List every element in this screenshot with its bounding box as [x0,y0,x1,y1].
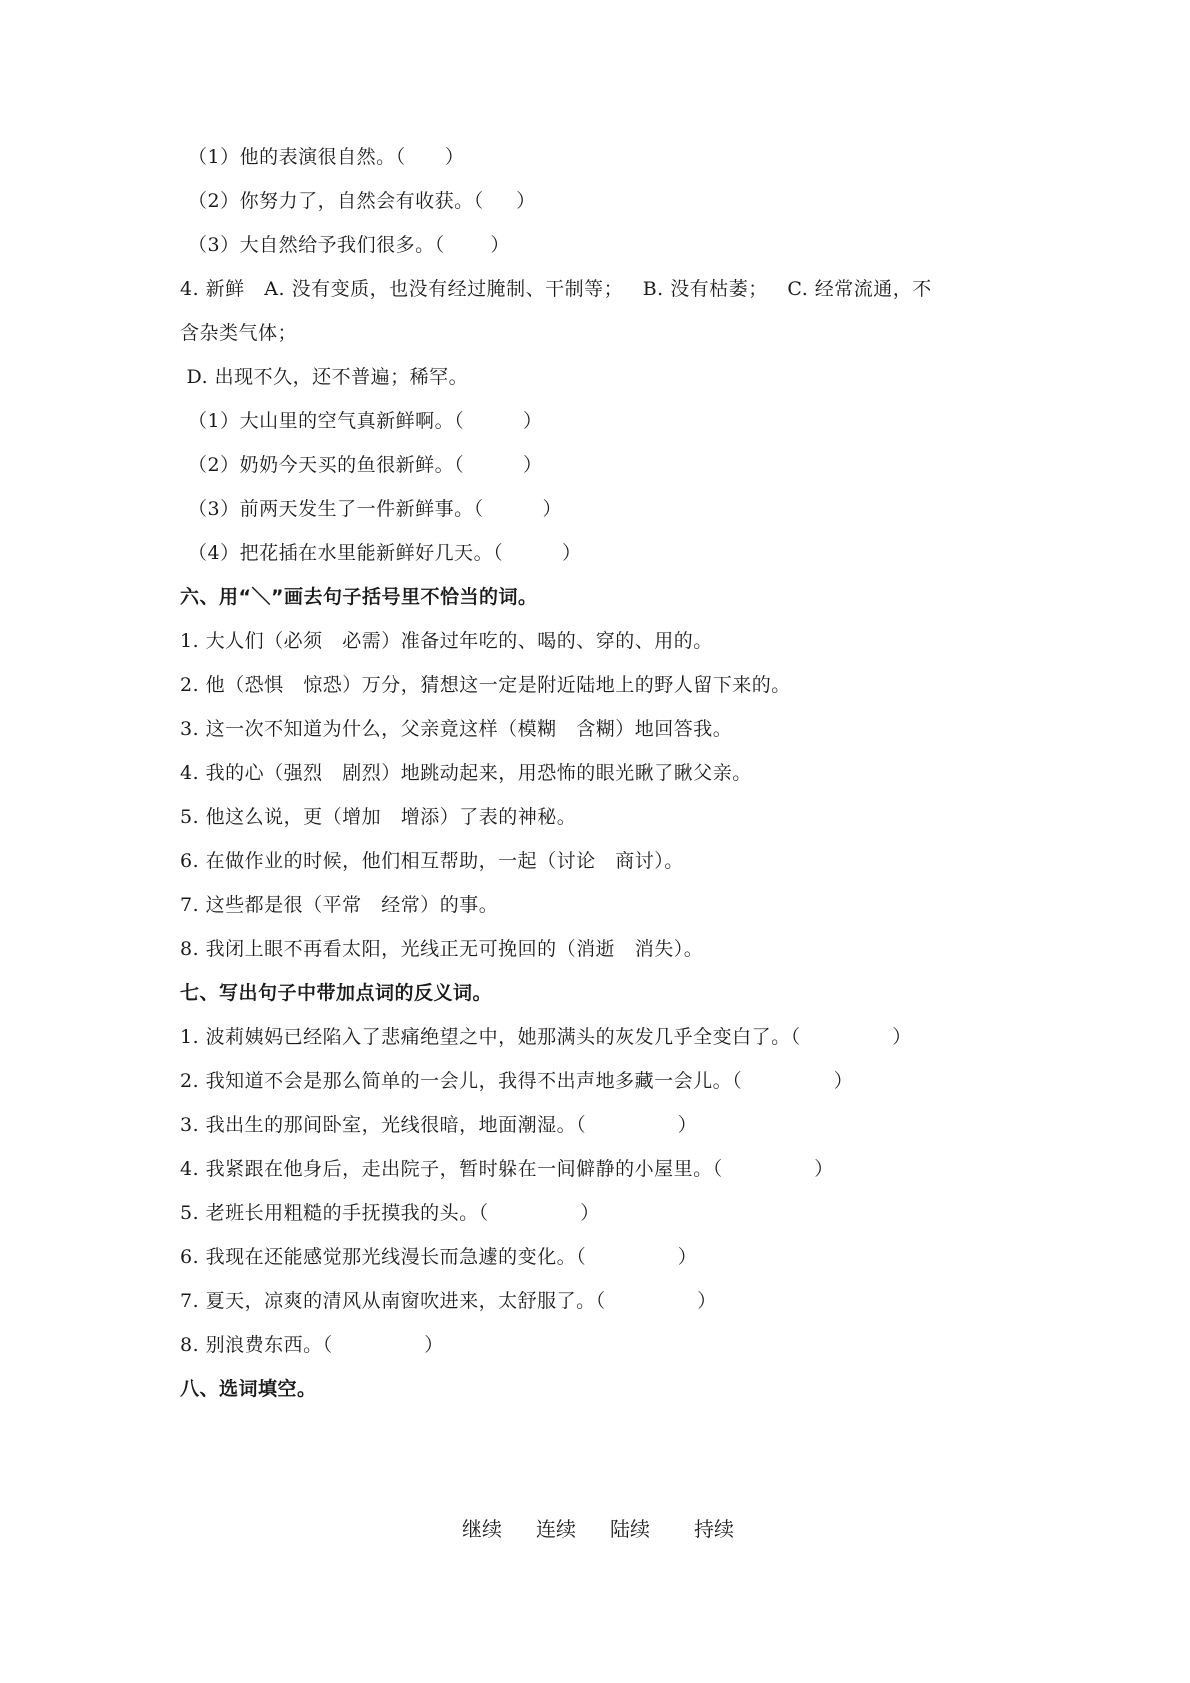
group4-item-2: （2）奶奶今天买的鱼很新鲜。（ ） [188,454,543,476]
section-7-item-8: 8. 别浪费东西。（ ） [180,1334,444,1356]
section-6-item-1: 1. 大人们（必须 必需）准备过年吃的、喝的、穿的、用的。 [180,630,713,652]
section-6-title: 六、用“＼”画去句子括号里不恰当的词。 [180,586,538,608]
group3-item-2: （2）你努力了，自然会有收获。（ ） [188,190,536,212]
section-6-item-6: 6. 在做作业的时候，他们相互帮助，一起（讨论 商讨）。 [180,850,684,872]
question-4-line-2: 含杂类气体； [180,322,298,344]
group4-item-1: （1）大山里的空气真新鲜啊。（ ） [188,410,543,432]
section-7-item-1: 1. 波莉姨妈已经陷入了悲痛绝望之中，她那满头的灰发几乎全变白了。（ ） [180,1026,912,1048]
group4-item-3: （3）前两天发生了一件新鲜事。（ ） [188,498,562,520]
section-7-item-3: 3. 我出生的那间卧室，光线很暗，地面潮湿。（ ） [180,1114,698,1136]
section-7-item-2: 2. 我知道不会是那么简单的一会儿，我得不出声地多藏一会儿。（ ） [180,1070,854,1092]
group3-item-3: （3）大自然给予我们很多。（ ） [188,234,510,256]
word-choice-4: 持续 [694,1517,734,1541]
section-6-item-7: 7. 这些都是很（平常 经常）的事。 [180,894,499,916]
question-4-line-1: 4. 新鲜 A. 没有变质，也没有经过腌制、干制等； B. 没有枯萎； C. 经常流通，不 [180,278,932,300]
section-6-item-8: 8. 我闭上眼不再看太阳，光线正无可挽回的（消逝 消失）。 [180,938,704,960]
section-8-title: 八、选词填空。 [180,1378,317,1400]
word-choice-row [0,1516,1190,1546]
group4-item-4: （4）把花插在水里能新鲜好几天。（ ） [188,542,582,564]
word-choice-2: 连续 [536,1517,576,1541]
section-7-item-5: 5. 老班长用粗糙的手抚摸我的头。（ ） [180,1202,600,1224]
section-6-item-3: 3. 这一次不知道为什么，父亲竟这样（模糊 含糊）地回答我。 [180,718,733,740]
group3-item-1: （1）他的表演很自然。（ ） [188,146,465,168]
section-6-item-2: 2. 他（恐惧 惊恐）万分，猜想这一定是附近陆地上的野人留下来的。 [180,674,791,696]
word-choice-3: 陆续 [610,1517,650,1541]
section-7-item-7: 7. 夏天，凉爽的清风从南窗吹进来，太舒服了。（ ） [180,1290,717,1312]
section-7-title: 七、写出句子中带加点词的反义词。 [180,982,493,1004]
section-6-item-5: 5. 他这么说，更（增加 增添）了表的神秘。 [180,806,577,828]
section-6-item-4: 4. 我的心（强烈 剧烈）地跳动起来，用恐怖的眼光瞅了瞅父亲。 [180,762,752,784]
question-4-line-3: D. 出现不久，还不普遍；稀罕。 [180,366,469,388]
word-choice-1: 继续 [462,1517,502,1541]
section-7-item-4: 4. 我紧跟在他身后，走出院子，暂时躲在一间僻静的小屋里。（ ） [180,1158,834,1180]
section-7-item-6: 6. 我现在还能感觉那光线漫长而急遽的变化。（ ） [180,1246,698,1268]
